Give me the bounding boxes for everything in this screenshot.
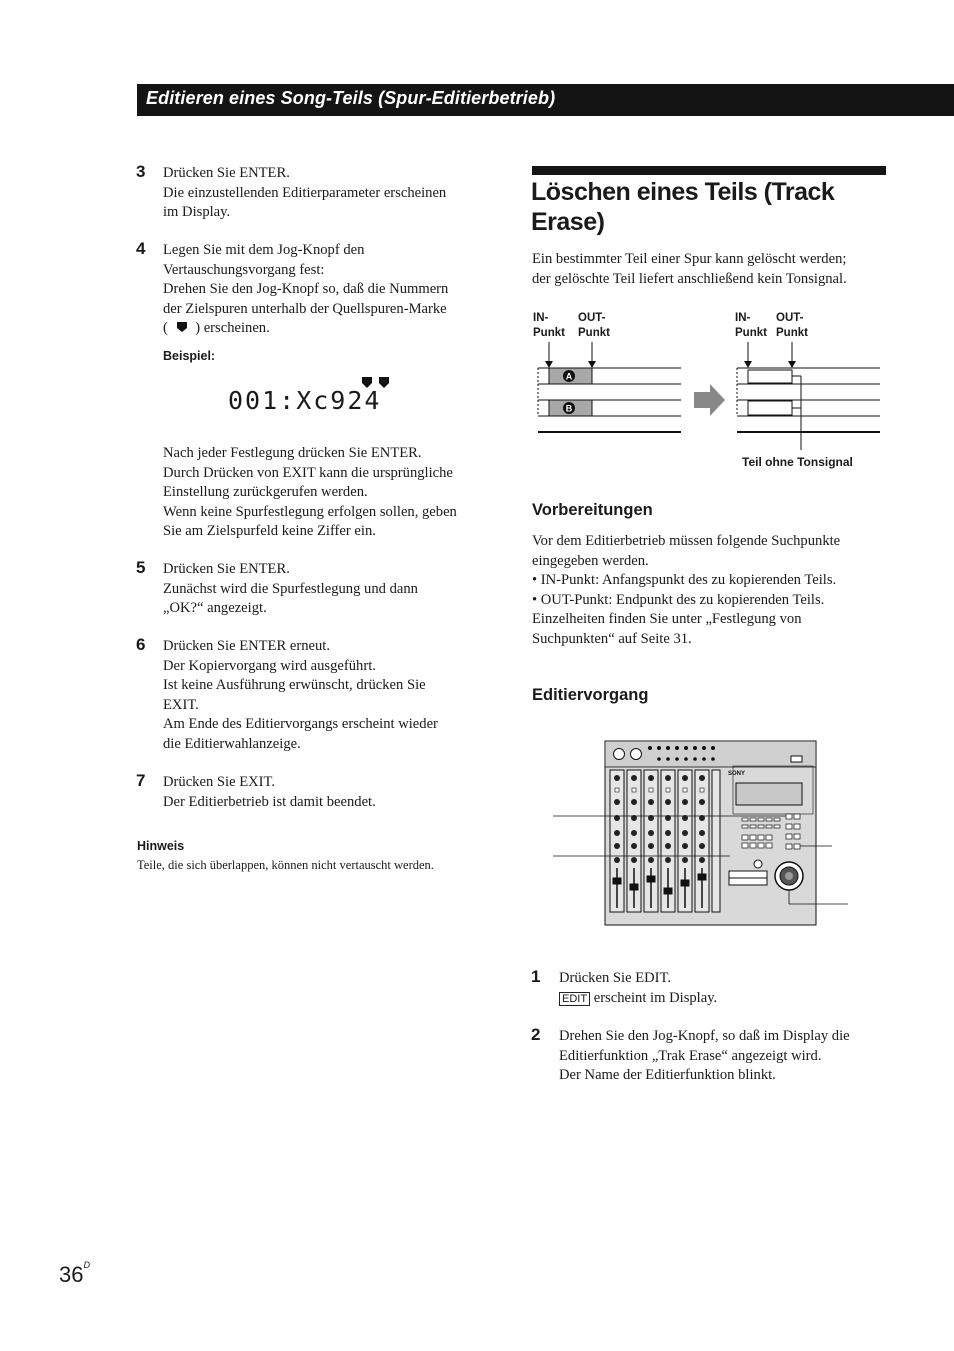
page-title [531, 177, 834, 237]
step-4-number: 4 [136, 239, 146, 258]
step-7-line: Drücken Sie EXIT. [163, 774, 275, 790]
preparations-line: Vor dem Editierbetrieb müssen folgende Suchpunkte [532, 533, 841, 549]
preparations-line: • OUT-Punkt: Endpunkt des zu kopierenden Teils. [532, 591, 825, 608]
step-7-text [163, 773, 376, 812]
intro-text [532, 250, 847, 289]
preparations-text [532, 532, 840, 649]
step-3-line: Die einzustellenden Editierparameter erscheinen [163, 184, 447, 201]
section-header-title: Editieren eines Song-Teils (Spur-Editierbetrieb) [146, 88, 556, 108]
step-5-line: „OK?“ angezeigt. [163, 600, 267, 616]
step-5-line: Zunächst wird die Spurfestlegung und dann [163, 580, 418, 597]
example-display: 001:Xc924 [228, 386, 382, 415]
note-text: Teile, die sich überlappen, können nicht vertauscht werden. [137, 858, 434, 872]
preparations-line: Einzelheiten finden Sie unter „Festlegung von [532, 611, 802, 627]
step-7-number: 7 [136, 771, 146, 790]
after-example-line: Einstellung zurückgerufen werden. [163, 484, 368, 500]
step-7-line: Der Editierbetrieb ist damit beendet. [163, 793, 376, 810]
edit-display-indicator: EDIT [559, 992, 590, 1006]
step-2-line: Der Name der Editierfunktion blinkt. [559, 1067, 776, 1083]
title-rule [532, 166, 886, 175]
step-2-number: 2 [531, 1025, 541, 1044]
after-example-line: Nach jeder Festlegung drücken Sie ENTER. [163, 445, 422, 461]
before-tracks [538, 342, 681, 432]
step-3-number: 3 [136, 162, 146, 181]
intro-line: Ein bestimmter Teil einer Spur kann gelöscht werden; [532, 251, 847, 267]
step-6-number: 6 [136, 635, 146, 654]
preparations-line: • IN-Punkt: Anfangspunkt des zu kopierenden Teils. [532, 572, 837, 588]
step-6-line: die Editierwahlanzeige. [163, 735, 301, 752]
step-4-line: Legen Sie mit dem Jog-Knopf den [163, 242, 365, 258]
step-4-marker-line: ( ) erscheinen. [163, 320, 270, 336]
track-erase-diagram [530, 340, 890, 450]
step-4-text [163, 241, 448, 339]
out-point-label-left: OUT- Punkt [578, 312, 610, 339]
after-example-line: Sie am Zielspurfeld keine Ziffer ein. [163, 523, 376, 539]
track-b-label: B [565, 403, 573, 414]
step-6-text [163, 637, 438, 754]
step-6-line: Am Ende des Editiervorgangs erscheint wieder [163, 716, 438, 732]
step-1-line: Drücken Sie EDIT. [559, 970, 671, 986]
preparations-line: Suchpunkten“ auf Seite 31. [532, 630, 692, 647]
step-6-line: Ist keine Ausführung erwünscht, drücken Sie [163, 677, 426, 693]
after-tracks [737, 342, 880, 450]
step-4-line: Vertauschungsvorgang fest: [163, 261, 325, 278]
brand-logo: SONY [728, 771, 746, 777]
section-header-bar [137, 84, 954, 116]
step-1-line-2: EDIT erscheint im Display. [559, 989, 717, 1009]
after-example-line: Wenn keine Spurfestlegung erfolgen sollen, geben [163, 503, 457, 520]
step-6-line: Drücken Sie ENTER erneut. [163, 638, 330, 654]
step-2-text [559, 1027, 850, 1086]
in-point-label-right: IN- Punkt [735, 312, 767, 339]
step-4-line: Drehen Sie den Jog-Knopf so, daß die Nummern [163, 281, 449, 297]
step-1-text [559, 969, 717, 1008]
step-5-number: 5 [136, 558, 146, 577]
track-a-label: A [565, 371, 573, 382]
preparations-heading: Vorbereitungen [532, 501, 653, 519]
step-3-line: im Display. [163, 204, 231, 220]
page-title-line: Löschen eines Teils (Track [531, 178, 835, 206]
step-3-text [163, 164, 446, 223]
mixer-device-illustration [550, 738, 850, 930]
step-5-text [163, 560, 418, 619]
track-marker-icon [175, 321, 189, 333]
step-6-line: EXIT. [163, 696, 199, 713]
out-point-label-right: OUT- Punkt [776, 312, 808, 339]
note-title: Hinweis [137, 839, 185, 853]
arrow-right-icon [694, 384, 725, 416]
example-label: Beispiel: [163, 349, 216, 363]
preparations-line: eingegeben werden. [532, 552, 649, 569]
step-3-line: Drücken Sie ENTER. [163, 165, 290, 181]
silent-part-label: Teil ohne Tonsignal [742, 455, 853, 469]
step-2-line: Editierfunktion „Trak Erase“ angezeigt wird. [559, 1047, 822, 1064]
page-title-line: Erase) [531, 208, 605, 236]
step-6-line: Der Kopiervorgang wird ausgeführt. [163, 657, 376, 674]
step-2-line: Drehen Sie den Jog-Knopf, so daß im Display die [559, 1028, 850, 1044]
step-4-line: der Zielspuren unterhalb der Quellspuren-Marke [163, 300, 447, 317]
step-5-line: Drücken Sie ENTER. [163, 561, 290, 577]
procedure-heading: Editiervorgang [532, 686, 649, 704]
intro-line: der gelöschte Teil liefert anschließend kein Tonsignal. [532, 270, 847, 287]
in-point-label-left: IN- Punkt [533, 312, 565, 339]
page-number: $36^D$ [59, 1260, 90, 1287]
step-1-number: 1 [531, 967, 541, 986]
after-example-line: Durch Drücken von EXIT kann die ursprüngliche [163, 464, 453, 481]
after-example-text [163, 444, 457, 542]
